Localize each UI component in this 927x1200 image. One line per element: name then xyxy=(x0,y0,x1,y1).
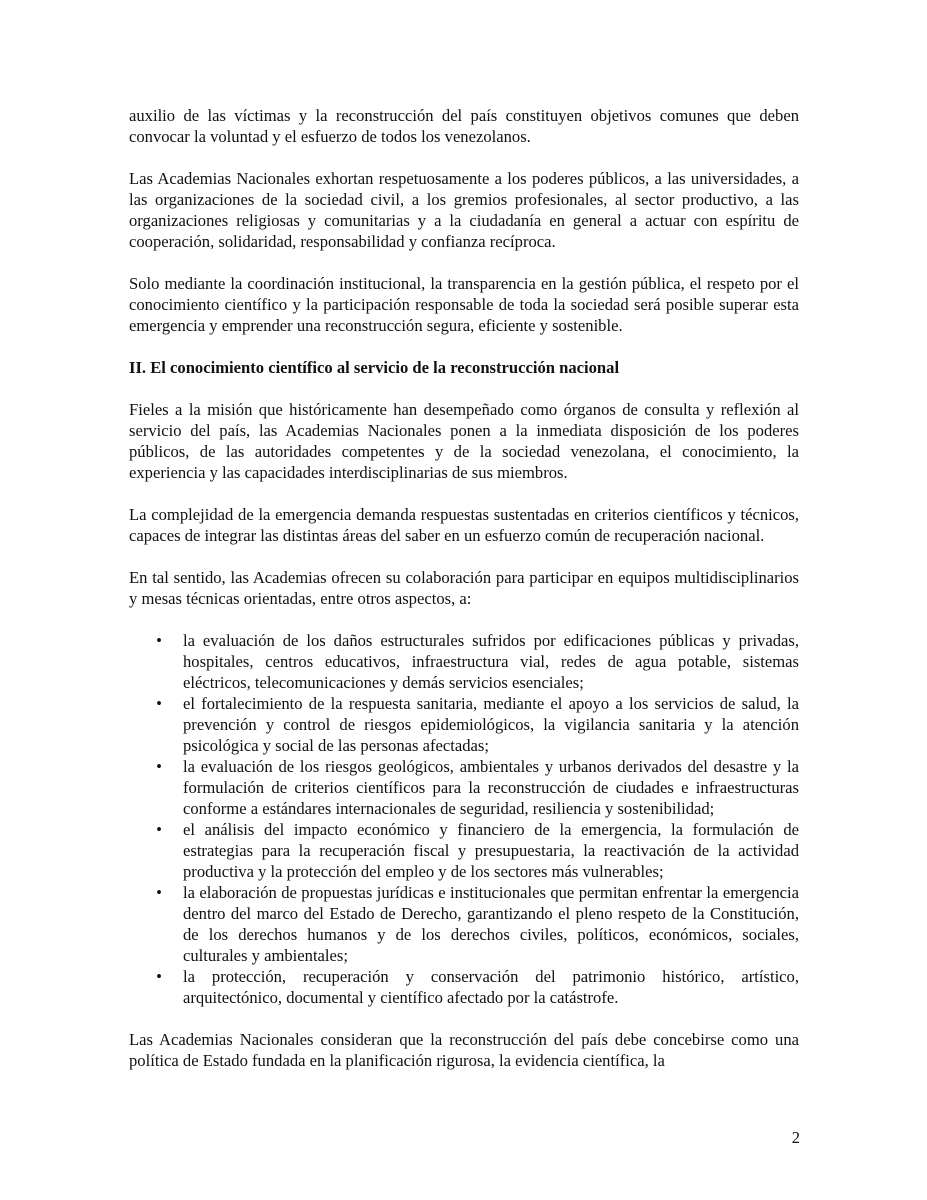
bullet-list xyxy=(129,630,799,1008)
list-item xyxy=(129,693,799,756)
list-item-text: el fortalecimiento de la respuesta sanitaria, mediante el apoyo a los servicios de salud, la prevención y control de riesgos epidemiológicos, la vigilancia sanitaria y la atención psicológica y social de las personas afectadas; xyxy=(183,694,799,755)
paragraph-mission: Fieles a la misión que históricamente han desempeñado como órganos de consulta y reflexión al servicio del país, las Academias Nacionales ponen a la inmediata disposición de los poderes públicos, de las autoridades competentes y de la sociedad venezolana, el conocimiento, la experiencia y las capacidades interdisciplinarias de sus miembros. xyxy=(129,400,799,482)
bullet-icon: • xyxy=(156,631,162,650)
paragraph-complexity: La complejidad de la emergencia demanda respuestas sustentadas en criterios científicos y técnicos, capaces de integrar las distintas áreas del saber en un esfuerzo común de recuperación nacional. xyxy=(129,505,799,545)
list-item-text: la evaluación de los riesgos geológicos, ambientales y urbanos derivados del desastre y la formulación de criterios científicos para la reconstrucción de ciudades e infraestructuras conforme a estándares internacionales de seguridad, resiliencia y sostenibilidad; xyxy=(183,757,799,818)
paragraph-collaboration: En tal sentido, las Academias ofrecen su colaboración para participar en equipos multidisciplinarios y mesas técnicas orientadas, entre otros aspectos, a: xyxy=(129,568,799,608)
bullet-icon: • xyxy=(156,694,162,713)
list-item xyxy=(129,966,799,1008)
list-item xyxy=(129,819,799,882)
paragraph-intro-continuation: auxilio de las víctimas y la reconstrucción del país constituyen objetivos comunes que deben convocar la voluntad y el esfuerzo de todos los venezolanos. xyxy=(129,106,799,146)
bullet-icon: • xyxy=(156,820,162,839)
list-item xyxy=(129,756,799,819)
list-item xyxy=(129,882,799,966)
paragraph-coordination: Solo mediante la coordinación institucional, la transparencia en la gestión pública, el respeto por el conocimiento científico y la participación responsable de toda la sociedad será posible superar esta emergencia y emprender una reconstrucción segura, eficiente y sostenible. xyxy=(129,274,799,335)
section-heading: II. El conocimiento científico al servicio de la reconstrucción nacional xyxy=(129,358,620,377)
list-item-text: la protección, recuperación y conservación del patrimonio histórico, artístico, arquitectónico, documental y científico afectado por la catástrofe. xyxy=(183,967,799,1007)
list-item-text: la elaboración de propuestas jurídicas e institucionales que permitan enfrentar la emergencia dentro del marco del Estado de Derecho, garantizando el pleno respeto de la Constitución, de los derechos humanos y de los derechos civiles, políticos, económicos, sociales, culturales y ambientales; xyxy=(183,883,799,965)
paragraph-final: Las Academias Nacionales consideran que la reconstrucción del país debe concebirse como una política de Estado fundada en la planificación rigurosa, la evidencia científica, la xyxy=(129,1030,799,1070)
list-item xyxy=(129,630,799,693)
list-item-text: la evaluación de los daños estructurales sufridos por edificaciones públicas y privadas, hospitales, centros educativos, infraestructura vial, redes de agua potable, sistemas eléctricos, telecomunicaciones y demás servicios esenciales; xyxy=(183,631,799,692)
bullet-icon: • xyxy=(156,757,162,776)
paragraph-exhortation: Las Academias Nacionales exhortan respetuosamente a los poderes públicos, a las universidades, a las organizaciones de la sociedad civil, a los gremios profesionales, al sector productivo, a las organizaciones religiosas y comunitarias y a la ciudadanía en general a actuar con espíritu de cooperación, solidaridad, responsabilidad y confianza recíproca. xyxy=(129,169,799,251)
bullet-icon: • xyxy=(156,883,162,902)
document-page xyxy=(129,105,799,1092)
page-number: 2 xyxy=(791,1128,800,1147)
list-item-text: el análisis del impacto económico y financiero de la emergencia, la formulación de estrategias para la recuperación fiscal y presupuestaria, la reactivación de la actividad productiva y la protección del empleo y de los sectores más vulnerables; xyxy=(183,820,799,881)
bullet-icon: • xyxy=(156,967,162,986)
